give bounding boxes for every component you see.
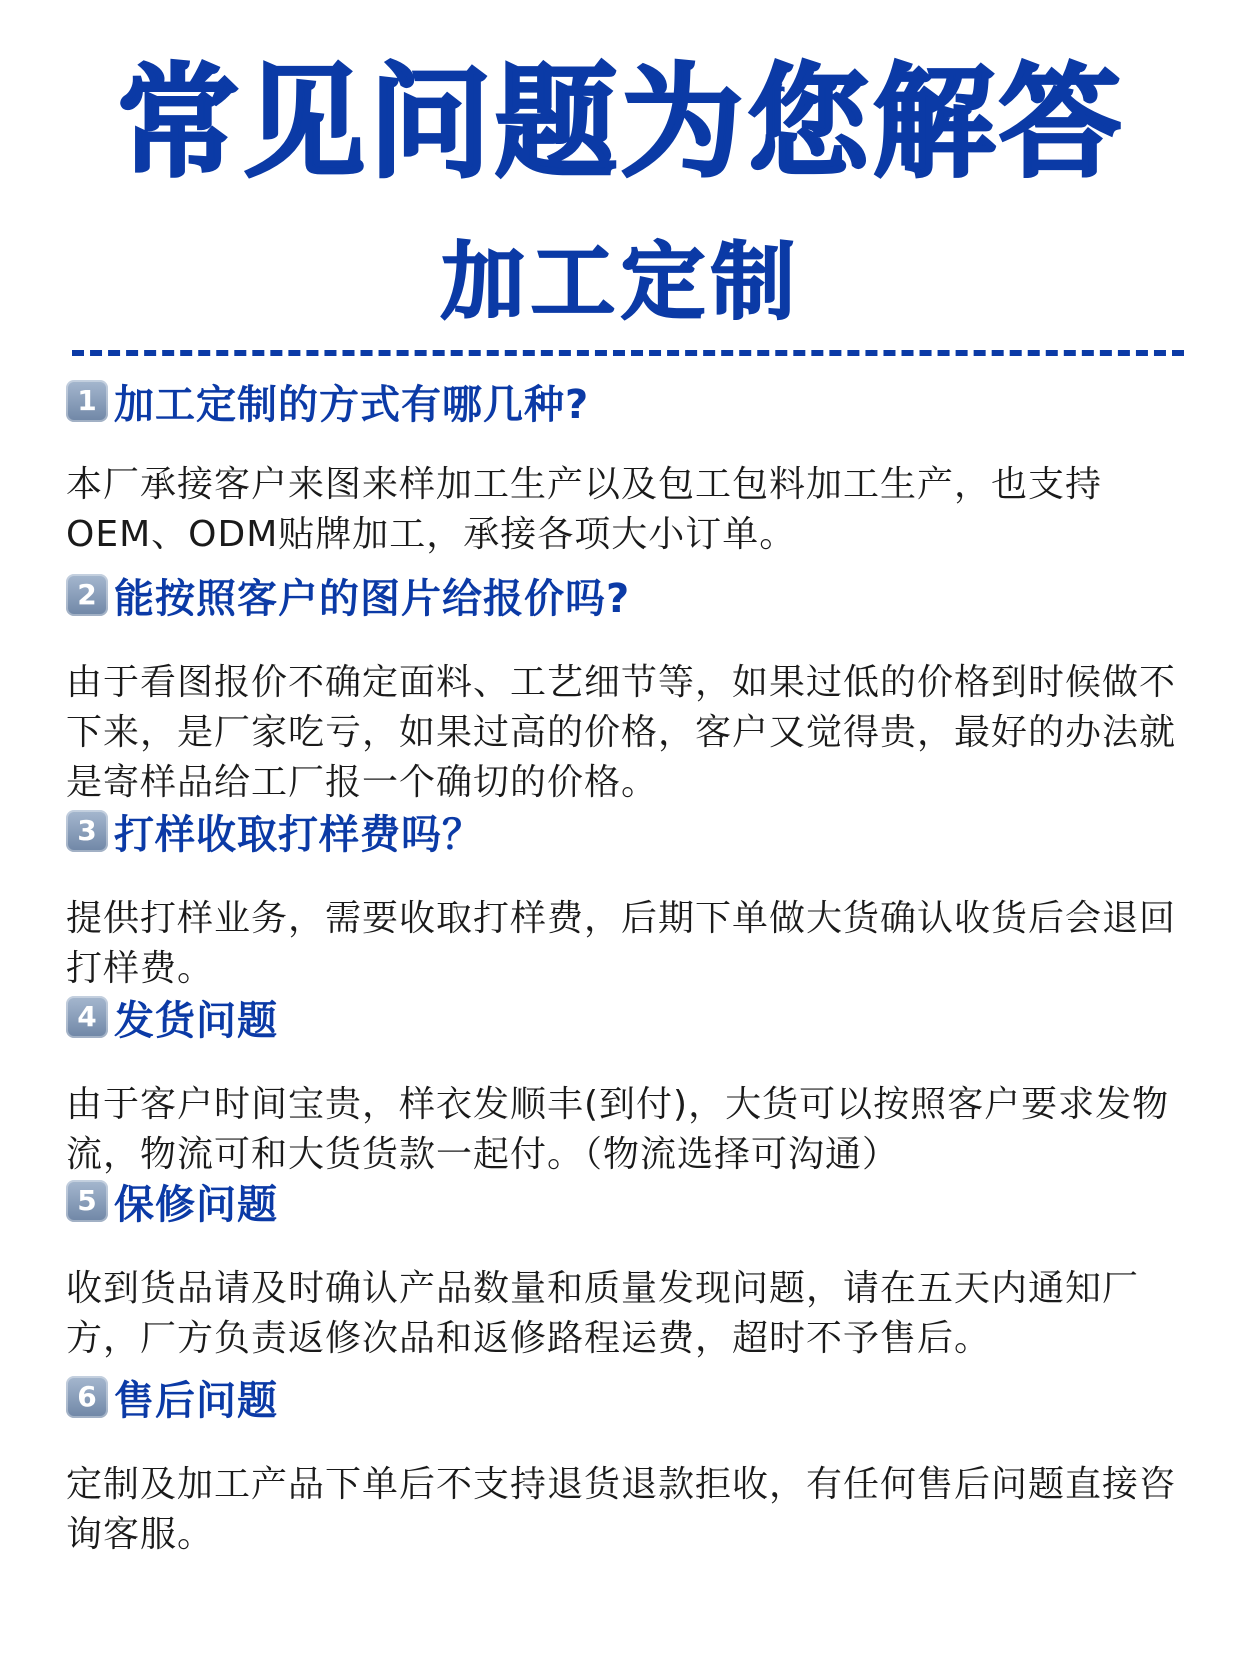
faq-answer: 本厂承接客户来图来样加工生产以及包工包料加工生产，也支持OEM、ODM贴牌加工，承接各项大小订单。 [66, 464, 1103, 555]
faq-item-4 [66, 988, 1186, 1180]
faq-answer: 收到货品请及时确认产品数量和质量发现问题，请在五天内通知厂方，厂方负责返修次品和返修路程运费，超时不予售后。 [66, 1268, 1140, 1359]
faq-question-row [66, 372, 1186, 430]
faq-item-3 [66, 802, 1186, 994]
faq-question-row [66, 1368, 1186, 1426]
faq-question-row [66, 1172, 1186, 1230]
faq-question-row [66, 566, 1186, 624]
faq-question-row [66, 988, 1186, 1046]
number-5-icon: 5 [66, 1180, 108, 1222]
number-4-icon: 4 [66, 996, 108, 1038]
number-1-icon: 1 [66, 380, 108, 422]
faq-answer: 定制及加工产品下单后不支持退货退款拒收，有任何售后问题直接咨询客服。 [66, 1464, 1177, 1555]
faq-question: 能按照客户的图片给报价吗? [114, 575, 631, 622]
number-2-icon: 2 [66, 574, 108, 616]
number-6-icon: 6 [66, 1376, 108, 1418]
faq-question: 保修问题 [114, 1181, 278, 1228]
page-subtitle: 加工定制 [440, 233, 801, 331]
faq-question: 加工定制的方式有哪几种? [114, 381, 590, 428]
faq-item-6 [66, 1368, 1186, 1560]
faq-item-5 [66, 1172, 1186, 1364]
faq-answer: 提供打样业务，需要收取打样费，后期下单做大货确认收货后会退回打样费。 [66, 898, 1177, 989]
faq-item-2 [66, 566, 1186, 808]
faq-question: 打样收取打样费吗？ [114, 811, 483, 858]
faq-question: 售后问题 [114, 1377, 278, 1424]
page-title: 常见问题为您解答 [117, 52, 1125, 194]
faq-question: 发货问题 [114, 997, 278, 1044]
faq-item-1 [66, 372, 1186, 560]
faq-answer: 由于客户时间宝贵，样衣发顺丰(到付)，大货可以按照客户要求发物流，物流可和大货货款一起付。（物流选择可沟通） [66, 1084, 1170, 1175]
dashed-divider [72, 350, 1184, 356]
number-3-icon: 3 [66, 810, 108, 852]
faq-question-row [66, 802, 1186, 860]
faq-answer: 由于看图报价不确定面料、工艺细节等，如果过低的价格到时候做不下来，是厂家吃亏，如果过高的价格，客户又觉得贵，最好的办法就是寄样品给工厂报一个确切的价格。 [66, 662, 1177, 803]
